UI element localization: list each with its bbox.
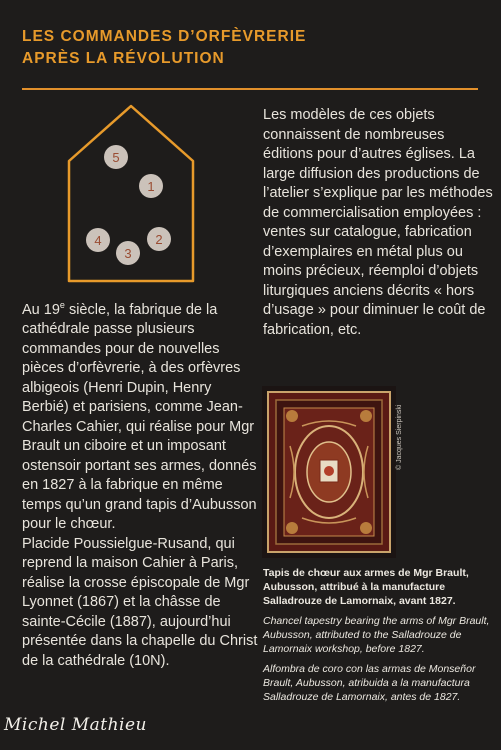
century-superscript: e xyxy=(59,300,65,310)
photo-caption xyxy=(263,566,493,710)
left-paragraph-1 xyxy=(22,296,262,535)
left-column-text xyxy=(22,296,262,671)
left-paragraph-1-start: Au 19 xyxy=(22,301,60,318)
svg-text:1: 1 xyxy=(147,179,155,194)
right-paragraph: Les modèles de ces objets connaissent de nombreuses éditions pour d’autres églises. La large diffusion des productions de l’atelier s’explique par les méthodes de commercialisation employées : ventes sur catalogue, fabrication d’exemplaires en métal plus ou moins précieux, réemploi d’objets liturgiques anciens décrits « hors d’usage » pour diminuer le coût de fabrication, etc. xyxy=(263,107,493,338)
photographer-signature: Michel Mathieu xyxy=(4,715,147,735)
marker-4 xyxy=(86,228,110,252)
marker-2 xyxy=(147,227,171,251)
title-divider xyxy=(22,88,478,90)
panel-title xyxy=(22,26,306,70)
left-paragraph-2: Placide Poussielgue-Rusand, qui reprend la maison Cahier à Paris, réalise la crosse épiscopale de Mgr Lyonnet (1867) et la châsse de sainte-Cécile (1887), aujourd’hui présentée dans la chapelle du Christ de la cathédrale (10N). xyxy=(22,535,258,669)
title-line-2: APRÈS LA RÉVOLUTION xyxy=(22,50,225,67)
marker-5 xyxy=(104,145,128,169)
marker-3 xyxy=(116,241,140,265)
caption-spanish: Alfombra de coro con las armas de Monseñor Brault, Aubusson, atribuida a la manufactura Salladrouze de Lamornaix, antes de 1827. xyxy=(263,663,476,703)
photo-credit: © Jacques Sierpinski xyxy=(396,404,403,470)
tapestry-photo xyxy=(262,386,396,558)
left-paragraph-1-rest: siècle, la fabrique de la cathédrale passe plusieurs commandes pour de nouvelles pièces d’orfèvrerie, à des orfèvres albigeois (Henri Dupin, Henry Berbié) et parisiens, comme Jean-Charles Cahier, qui réalise pour Mgr Brault un ciboire et un imposant ostensoir portant ses armes, donnés en 1827 à la fabrique en même temps qu’un grand tapis d’Aubusson pour le chœur. xyxy=(22,301,257,533)
caption-french: Tapis de chœur aux armes de Mgr Brault, Aubusson, attribué à la manufacture Salladrouze de Lamornaix, avant 1827. xyxy=(263,567,469,607)
svg-text:5: 5 xyxy=(112,150,120,165)
tapestry-image xyxy=(262,386,396,558)
marker-1 xyxy=(139,174,163,198)
svg-text:2: 2 xyxy=(155,232,163,247)
caption-english: Chancel tapestry bearing the arms of Mgr Brault, Aubusson, attributed to the Salladrouze de Lamornaix workshop, before 1827. xyxy=(263,615,490,655)
title-line-1: LES COMMANDES D’ORFÈVRERIE xyxy=(22,28,307,45)
right-column-text xyxy=(263,106,493,340)
svg-text:4: 4 xyxy=(94,233,102,248)
svg-text:3: 3 xyxy=(124,246,132,261)
location-diagram xyxy=(66,103,196,283)
